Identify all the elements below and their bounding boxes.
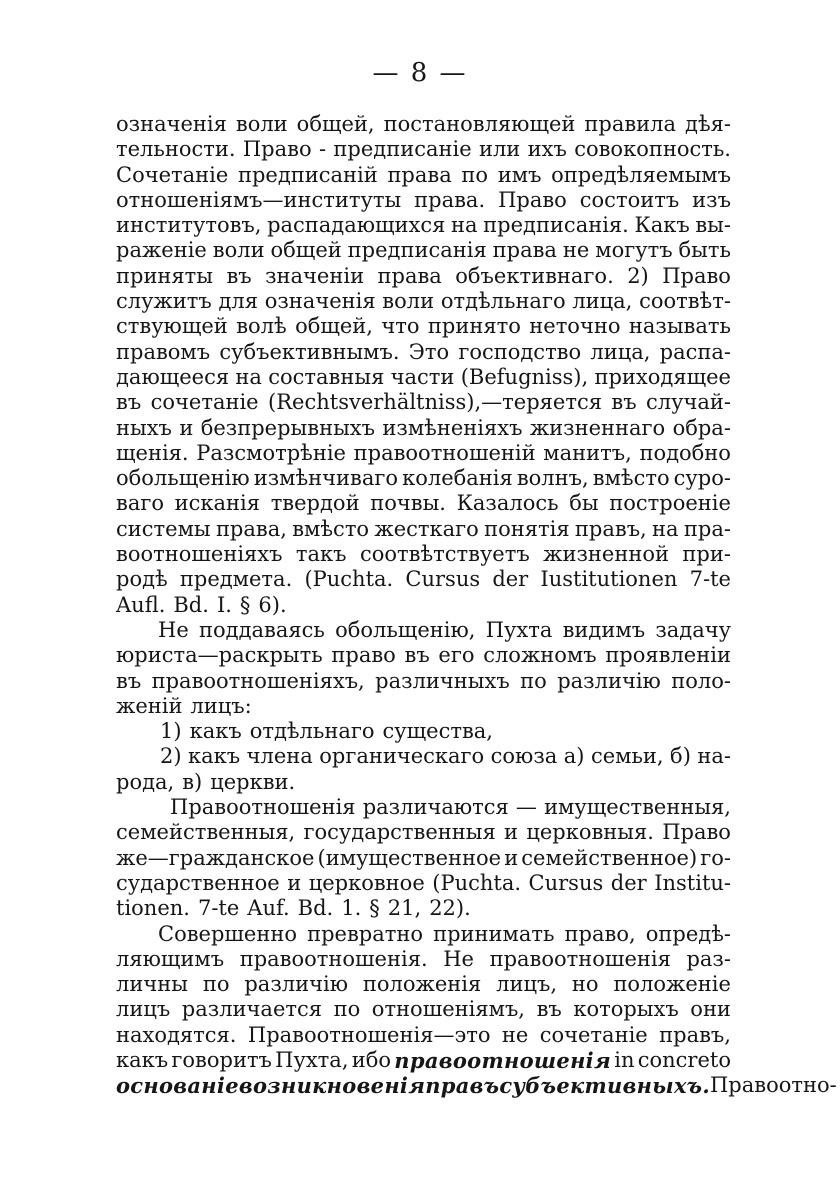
word: щенія.: [116, 440, 189, 465]
word: различаются: [362, 795, 509, 820]
word: поддаваясь: [199, 617, 325, 642]
word: поло-: [671, 668, 731, 693]
text-line: [116, 517, 731, 542]
word: построеніе: [609, 491, 731, 516]
word: проявленіи: [605, 643, 731, 668]
text-line: [116, 466, 731, 491]
word: предписаній: [237, 162, 378, 187]
word: превратно: [307, 921, 424, 946]
word: —: [515, 795, 537, 820]
word: значеніи: [265, 263, 365, 288]
word: отдѣльнаго: [440, 289, 566, 314]
word: на: [652, 516, 679, 541]
word: правоотношенія: [489, 946, 671, 971]
text-line: [116, 416, 731, 441]
word: субъективныхъ.: [499, 1073, 710, 1099]
word: имъ: [497, 162, 542, 187]
word: (Puchta.: [304, 567, 394, 592]
word: 1.: [341, 896, 362, 921]
word: раженіе: [116, 238, 207, 263]
word: члена: [246, 744, 313, 769]
text-line: [116, 669, 731, 694]
word: дающееся: [116, 364, 230, 389]
word: исканія: [174, 491, 261, 516]
word: не: [501, 1022, 529, 1047]
word: общей,: [295, 314, 373, 339]
word: какъ: [188, 744, 241, 769]
text-line: [116, 112, 731, 137]
word: (Befugniss),: [460, 364, 589, 389]
word: вмѣсто: [292, 516, 370, 541]
word: волнъ,: [516, 466, 589, 491]
word: опредѣ-: [645, 921, 731, 946]
word: сочетаніе: [539, 1022, 648, 1047]
word: дѣя-: [685, 112, 731, 136]
word: по: [333, 997, 361, 1022]
word: распадающихся: [267, 213, 446, 238]
word: Auf.: [247, 896, 290, 921]
word: въ: [226, 263, 252, 288]
text-line: [116, 643, 731, 668]
word: существа,: [382, 719, 493, 744]
word: на-: [697, 744, 731, 769]
word: Не: [158, 617, 189, 642]
word: говоритъ: [171, 1047, 272, 1072]
word: при-: [682, 542, 731, 567]
word: церковныя.: [526, 820, 654, 845]
word: жизненной: [543, 542, 669, 567]
text-line: [116, 694, 731, 719]
text-line: [116, 719, 731, 744]
text-line: [116, 618, 731, 643]
word: въ: [611, 390, 637, 415]
word: (Puchta.: [432, 870, 522, 895]
word: отношеніямъ,: [371, 997, 525, 1022]
text-line: [116, 188, 731, 213]
word: неточно: [529, 314, 621, 339]
word: и: [504, 820, 519, 845]
word: лицъ: [116, 997, 171, 1022]
text-line: [116, 340, 731, 365]
word: Правоотношенія: [170, 795, 356, 820]
word: союза: [490, 744, 558, 769]
word: системы: [116, 516, 211, 541]
word: пра-: [683, 516, 731, 541]
word: Cursus: [405, 567, 481, 592]
text-line: [116, 213, 731, 238]
page-number: — 8 —: [372, 58, 468, 88]
word: твердой: [270, 491, 360, 516]
word: Пухта: [485, 617, 553, 642]
word: на: [235, 364, 262, 389]
word: родѣ: [116, 567, 168, 592]
word: ныхъ: [116, 415, 172, 440]
word: положенія: [362, 972, 482, 997]
word: задачу: [655, 617, 731, 642]
word: лицъ,: [496, 972, 558, 997]
text-line: [116, 997, 731, 1022]
text-line: [116, 542, 731, 567]
word: право: [331, 643, 396, 668]
word: предмета.: [179, 567, 293, 592]
word: въ: [404, 643, 430, 668]
word: сочетаніе: [150, 390, 259, 415]
word: правъ: [425, 1073, 500, 1099]
word: женій: [116, 693, 183, 718]
word: жизненнаго: [529, 415, 666, 440]
word: колебанія: [402, 466, 513, 491]
word: юриста—раскрыть: [116, 643, 323, 668]
word: почвы.: [370, 491, 446, 516]
word: для: [218, 289, 258, 314]
word: они: [690, 997, 731, 1022]
word: отношеніямъ—институты: [116, 187, 402, 212]
word: на: [451, 213, 478, 238]
word: или: [478, 137, 521, 162]
word: соотвѣтствуетъ: [359, 542, 530, 567]
word: Iustitutionen: [540, 567, 678, 592]
word: ибо: [351, 1047, 392, 1072]
word: понятія: [484, 516, 570, 541]
word: обра-: [672, 415, 731, 440]
word: го-: [700, 845, 731, 870]
word: измѣнчиваго: [253, 466, 399, 491]
word: приходящее: [594, 364, 731, 389]
word: семьи,: [590, 744, 664, 769]
word: въ: [116, 668, 142, 693]
word: рода,: [116, 769, 175, 794]
word: лица,: [572, 289, 633, 314]
word: обольщенію,: [335, 617, 476, 642]
word: субъективнымъ.: [219, 339, 400, 364]
word: манитъ,: [543, 440, 632, 465]
text-line: [116, 1073, 837, 1099]
word: der: [610, 870, 647, 895]
word: въ: [116, 390, 142, 415]
word: Право: [242, 137, 312, 162]
word: concreto: [637, 1047, 731, 1072]
body-text: [116, 112, 837, 1099]
word: -: [318, 137, 327, 162]
word: Сочетаніе: [116, 162, 229, 187]
word: основаніе: [116, 1073, 239, 1099]
word: Cursus: [528, 870, 604, 895]
word: такъ: [295, 542, 347, 567]
word: лица,: [590, 339, 651, 364]
word: положеніе: [613, 972, 731, 997]
word: Какъ: [634, 213, 690, 238]
text-line: [116, 972, 731, 997]
word: безпрерывныхъ: [200, 415, 375, 440]
word: Совершенно: [158, 921, 297, 946]
word: его: [438, 643, 475, 668]
word: общей: [270, 238, 342, 263]
text-line: [116, 365, 731, 390]
text-line: [116, 947, 731, 972]
word: Казалось: [456, 491, 559, 516]
text-line: [116, 770, 731, 795]
word: Пухта,: [275, 1047, 349, 1072]
word: Право: [498, 187, 567, 212]
word: Право: [662, 820, 731, 845]
word: личны: [116, 972, 188, 997]
word: соотвѣт-: [639, 289, 731, 314]
word: распа-: [659, 339, 731, 364]
word: 7-te: [689, 567, 731, 592]
word: въ: [536, 997, 562, 1022]
text-line: [116, 1023, 731, 1048]
word: семейственныя,: [116, 820, 296, 845]
word: различныхъ: [375, 668, 510, 693]
word: различію: [244, 972, 348, 997]
word: ляющимъ: [116, 946, 225, 971]
text-line: [116, 795, 731, 820]
text-line: [116, 846, 731, 871]
word: Aufl.: [116, 592, 166, 617]
word: правоотношенія.: [239, 946, 428, 971]
word: ваго: [116, 491, 164, 516]
word: предписанія: [347, 238, 487, 263]
word: различію: [557, 668, 661, 693]
word: правила: [584, 112, 677, 136]
text-line: [116, 871, 731, 896]
word: раз-: [686, 946, 731, 971]
word: означенія: [116, 112, 227, 136]
text-line: [116, 922, 731, 947]
word: права.: [414, 187, 486, 212]
word: права: [492, 238, 557, 263]
word: 22).: [429, 896, 471, 921]
word: приняты: [116, 263, 214, 288]
text-line: [116, 593, 731, 618]
word: права: [387, 162, 452, 187]
text-line: [116, 1048, 731, 1073]
word: tionen.: [116, 896, 190, 921]
word: Разсмотрѣніе: [196, 440, 346, 465]
text-line: [116, 441, 731, 466]
word: по: [461, 162, 489, 187]
word: и: [287, 870, 302, 895]
text-line: [116, 567, 731, 592]
word: вмѣсто: [592, 466, 670, 491]
word: воли: [212, 238, 265, 263]
word: случай-: [645, 390, 731, 415]
word: §: [369, 896, 380, 921]
word: означенія: [264, 289, 376, 314]
word: права,: [215, 516, 287, 541]
word: принимать: [433, 921, 555, 946]
word: (имущественное: [317, 845, 502, 870]
text-line: [116, 238, 731, 263]
text-line: [116, 264, 731, 289]
word: волѣ: [236, 314, 287, 339]
word: 2): [160, 744, 182, 769]
word: Правоотно-: [709, 1073, 837, 1098]
word: ихъ: [527, 137, 567, 162]
word: Не: [443, 946, 474, 971]
word: различается: [181, 997, 322, 1022]
word: правоотношеніяхъ,: [151, 668, 365, 693]
word: но: [571, 972, 599, 997]
word: предписаніе: [333, 137, 472, 162]
word: называть: [628, 314, 731, 339]
word: правоотношеній: [353, 440, 536, 465]
word: Это: [408, 339, 450, 364]
word: постановляющей: [383, 112, 576, 136]
word: бы: [569, 491, 599, 516]
word: правомъ: [116, 339, 211, 364]
word: быть: [678, 238, 731, 263]
word: отдѣльнаго: [249, 719, 375, 744]
word: жесткаго: [374, 516, 479, 541]
text-line: [116, 163, 731, 188]
word: церкви.: [210, 769, 296, 794]
word: 1): [160, 719, 182, 744]
text-line: [116, 744, 731, 769]
word: составныя: [268, 364, 385, 389]
word: сударственное: [116, 870, 280, 895]
text-line: [116, 896, 731, 921]
word: сложномъ: [483, 643, 597, 668]
word: объективнаго.: [455, 263, 614, 288]
word: I.: [216, 592, 232, 617]
word: права: [377, 263, 442, 288]
word: по: [202, 972, 230, 997]
word: Правоотношенія—это: [247, 1022, 491, 1047]
word: и: [179, 415, 194, 440]
word: общей,: [296, 112, 375, 136]
word: по: [520, 668, 547, 693]
word: измѣненіяхъ: [382, 415, 523, 440]
word: опредѣляемымъ: [551, 162, 731, 187]
word: правъ,: [659, 1022, 731, 1047]
word: какъ: [189, 719, 242, 744]
word: лицъ:: [190, 693, 252, 718]
word: воли: [235, 112, 288, 136]
word: обольщенію: [116, 466, 250, 491]
word: изъ: [692, 187, 731, 212]
word: суро-: [673, 466, 731, 491]
word: же—гражданское: [116, 845, 315, 870]
word: 2): [627, 263, 649, 288]
word: предписанія.: [483, 213, 629, 238]
word: в): [182, 769, 203, 794]
word: 7-te: [197, 896, 240, 921]
word: 21,: [387, 896, 422, 921]
word: in: [614, 1047, 635, 1072]
word: и: [504, 845, 519, 870]
text-line: [116, 289, 731, 314]
word: части: [390, 364, 455, 389]
word: ствующей: [116, 314, 228, 339]
text-line: [116, 314, 731, 339]
word: видимъ: [562, 617, 646, 642]
text-line: [116, 820, 731, 845]
word: государственныя: [303, 820, 496, 845]
word: б): [670, 744, 691, 769]
word: органическаго: [319, 744, 485, 769]
word: 6).: [258, 592, 287, 617]
word: правоотношенія: [394, 1047, 611, 1073]
word: могутъ: [595, 238, 673, 263]
word: какъ: [116, 1047, 169, 1072]
word: служитъ: [116, 289, 212, 314]
word: совокопность.: [574, 137, 731, 162]
word: господство: [458, 339, 582, 364]
word: тельности.: [116, 137, 236, 162]
text-line: [116, 491, 731, 516]
word: которыхъ: [573, 997, 679, 1022]
word: не: [562, 238, 590, 263]
word: церковное: [308, 870, 425, 895]
word: а): [563, 744, 585, 769]
word: Право: [662, 263, 731, 288]
word: что: [381, 314, 420, 339]
word: воотношеніяхъ: [116, 542, 283, 567]
word: der: [492, 567, 529, 592]
word: институтовъ,: [116, 213, 262, 238]
word: Bd.: [297, 896, 334, 921]
word: возникновенія: [238, 1073, 426, 1099]
word: вы-: [695, 213, 731, 238]
word: правъ,: [574, 516, 647, 541]
word: Bd.: [173, 592, 209, 617]
word: Institu-: [654, 870, 731, 895]
word: (Rechtsverhältniss),—теряется: [268, 390, 602, 415]
word: находятся.: [116, 1022, 237, 1047]
word: воли: [382, 289, 435, 314]
word: принято: [427, 314, 521, 339]
text-line: [116, 390, 731, 415]
word: подобно: [639, 440, 731, 465]
text-line: [116, 137, 731, 162]
word: §: [239, 592, 251, 617]
word: имущественныя,: [544, 795, 731, 820]
word: состоитъ: [579, 187, 680, 212]
word: семейственное): [521, 845, 698, 870]
word: право,: [564, 921, 636, 946]
